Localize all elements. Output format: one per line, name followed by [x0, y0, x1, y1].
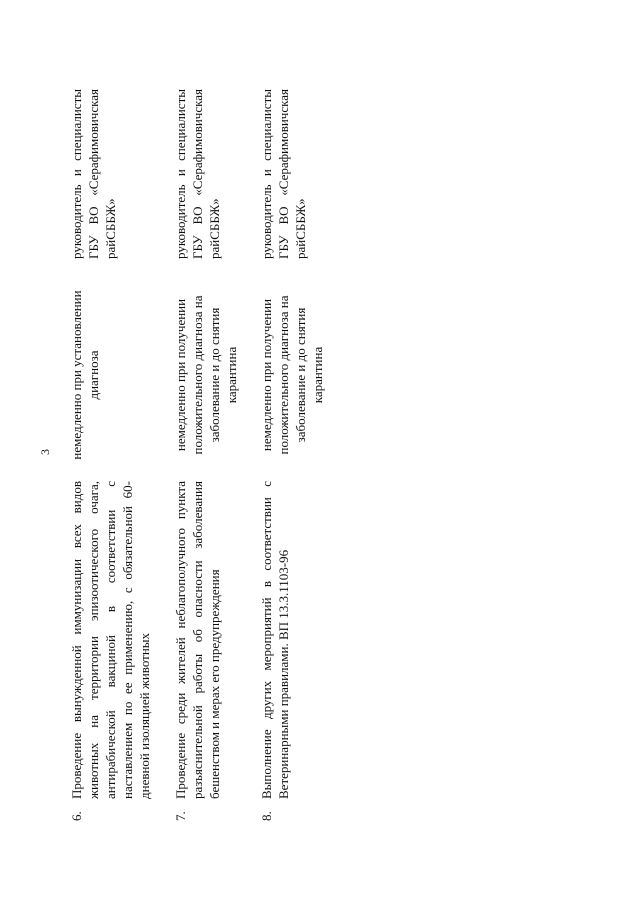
- row-number: 6.: [69, 811, 84, 821]
- responsible-text: руководитель и специалисты ГБУ ВО «Серафимовичская райСББЖ»: [69, 89, 118, 259]
- measure-text: Проведение среди жителей неблагополучного пункта разъяснительной работы об опасности заболевания бешенством и мерах его предупреждения: [173, 481, 222, 799]
- responsible-text: руководитель и специалисты ГБУ ВО «Серафимовичская райСББЖ»: [173, 89, 222, 259]
- row-number: 8.: [259, 811, 274, 821]
- timing-text: немедленно при получении положительного диагноза на заболевание и до снятия карантина: [173, 295, 239, 455]
- row-number: 7.: [173, 811, 188, 821]
- responsible-text: руководитель и специалисты ГБУ ВО «Серафимовичская райСББЖ»: [259, 89, 308, 259]
- measure-text: Выполнение других мероприятий в соответствии с Ветеринарными правилами. ВП 13.3.1103-96: [259, 481, 291, 799]
- timing-text: немедленно при установлении диагноза: [69, 290, 101, 460]
- page-number: 3: [38, 449, 52, 455]
- measure-text: Проведение вынужденной иммунизации всех видов животных на территории эпизоотического очага, антирабической вакциной в соответствии с наставлением по ее применению, с обязательной 60-дневной изоляцией животных: [69, 481, 152, 799]
- timing-text: немедленно при получении положительного диагноза на заболевание и до снятия карантина: [259, 295, 325, 455]
